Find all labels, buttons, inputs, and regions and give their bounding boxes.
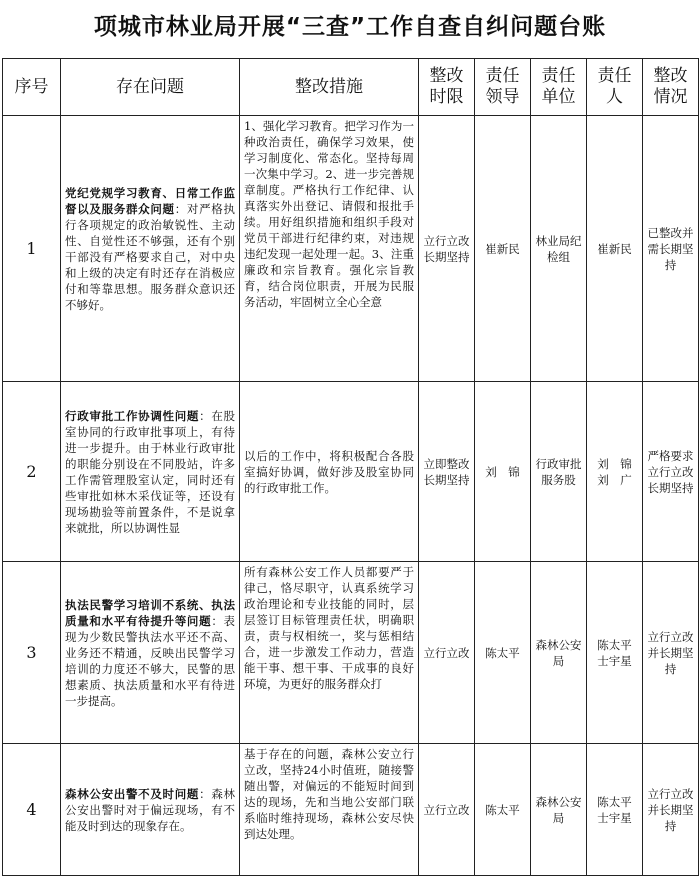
- deadline-cell: 立行立改: [419, 744, 475, 876]
- issue-cell: 行政审批工作协调性问题：在股室协同的行政审批事项上，有待进一步提升。由于林业行政审批的职能分别设在不同股站，许多工作需管理股室认定，同时还有些审批如林木采伐证等，还设有现场勘验等前置条件，不是说拿来就批，所以协调性显: [61, 382, 240, 562]
- person-cell: 崔新民: [587, 116, 643, 382]
- header-issue: 存在问题: [61, 59, 240, 116]
- issue-ledger-table: [2, 58, 699, 876]
- table-row: [3, 744, 699, 876]
- deadline-cell: 立行立改: [419, 562, 475, 744]
- measure-cell: 基于存在的问题，森林公安立行立改，坚持24小时值班，随接警随出警，对偏远的不能短时间到达的现场，先和当地公安部门联系临时维持现场，森林公安尽快到达处理。: [240, 744, 419, 876]
- status-cell: 已整改并需长期坚持: [643, 116, 699, 382]
- header-leader: 责任 领导: [475, 59, 531, 116]
- unit-cell: 森林公安局: [531, 562, 587, 744]
- person-cell: 刘 锦 刘 广: [587, 382, 643, 562]
- issue-cell: 党纪党规学习教育、日常工作监督以及服务群众问题：对严格执行各项规定的政治敏锐性、主动性、自觉性还不够强，还有个别干部没有严格要求自己，对中央和上级的决定有时还存在消极应付和等靠思想。服务群众意识还不够好。: [61, 116, 240, 382]
- row-number: 1: [3, 116, 61, 382]
- header-num: 序号: [3, 59, 61, 116]
- status-cell: 严格要求立行立改长期坚持: [643, 382, 699, 562]
- leader-cell: 刘 锦: [475, 382, 531, 562]
- person-cell: 陈太平 士宇星: [587, 562, 643, 744]
- status-cell: 立行立改并长期坚持: [643, 562, 699, 744]
- header-row: [3, 59, 699, 116]
- row-number: 4: [3, 744, 61, 876]
- row-number: 3: [3, 562, 61, 744]
- leader-cell: 崔新民: [475, 116, 531, 382]
- measure-cell: 所有森林公安工作人员都要严于律己，恪尽职守，认真系统学习政治理论和专业技能的同时，层层签订目标管理责任状，明确职责，责与权相统一，奖与惩相结合，进一步激发工作动力，营造能干事、想干事、干成事的良好环境，为更好的服务群众打: [240, 562, 419, 744]
- header-unit: 责任 单位: [531, 59, 587, 116]
- deadline-cell: 立行立改 长期坚持: [419, 116, 475, 382]
- header-deadline: 整改 时限: [419, 59, 475, 116]
- measure-cell: 1、强化学习教育。把学习作为一种政治责任，确保学习效果，使学习制度化、常态化。坚持每周一次集中学习。2、进一步完善规章制度。严格执行工作纪律、认真落实外出登记、请假和报批手续。用好组织措施和组织手段对党员干部进行纪律约束，对违规违纪发现一起处理一起。3、注重廉政和宗旨教育。强化宗旨教育，结合岗位职责，开展为民服务活动，牢固树立全心全意: [240, 116, 419, 382]
- table-row: [3, 562, 699, 744]
- table-row: [3, 382, 699, 562]
- unit-cell: 森林公安局: [531, 744, 587, 876]
- issue-cell: 执法民警学习培训不系统、执法质量和水平有待提升等问题：表现为少数民警执法水平还不高、业务还不精通，反映出民警学习培训的力度还不够大，民警的思想素质、执法质量和水平有待进一步提高。: [61, 562, 240, 744]
- status-cell: 立行立改并长期坚持: [643, 744, 699, 876]
- header-status: 整改 情况: [643, 59, 699, 116]
- header-person: 责任 人: [587, 59, 643, 116]
- person-cell: 陈太平 士宇星: [587, 744, 643, 876]
- unit-cell: 林业局纪检组: [531, 116, 587, 382]
- document-title: 项城市林业局开展“三查”工作自查自纠问题台账: [93, 14, 607, 40]
- measure-cell: 以后的工作中，将积极配合各股室搞好协调，做好涉及股室协同的行政审批工作。: [240, 382, 419, 562]
- table-row: [3, 116, 699, 382]
- deadline-cell: 立即整改 长期坚持: [419, 382, 475, 562]
- leader-cell: 陈太平: [475, 744, 531, 876]
- unit-cell: 行政审批服务股: [531, 382, 587, 562]
- issue-cell: 森林公安出警不及时问题：森林公安出警时对于偏远现场，有不能及时到达的现象存在。: [61, 744, 240, 876]
- row-number: 2: [3, 382, 61, 562]
- header-measure: 整改措施: [240, 59, 419, 116]
- leader-cell: 陈太平: [475, 562, 531, 744]
